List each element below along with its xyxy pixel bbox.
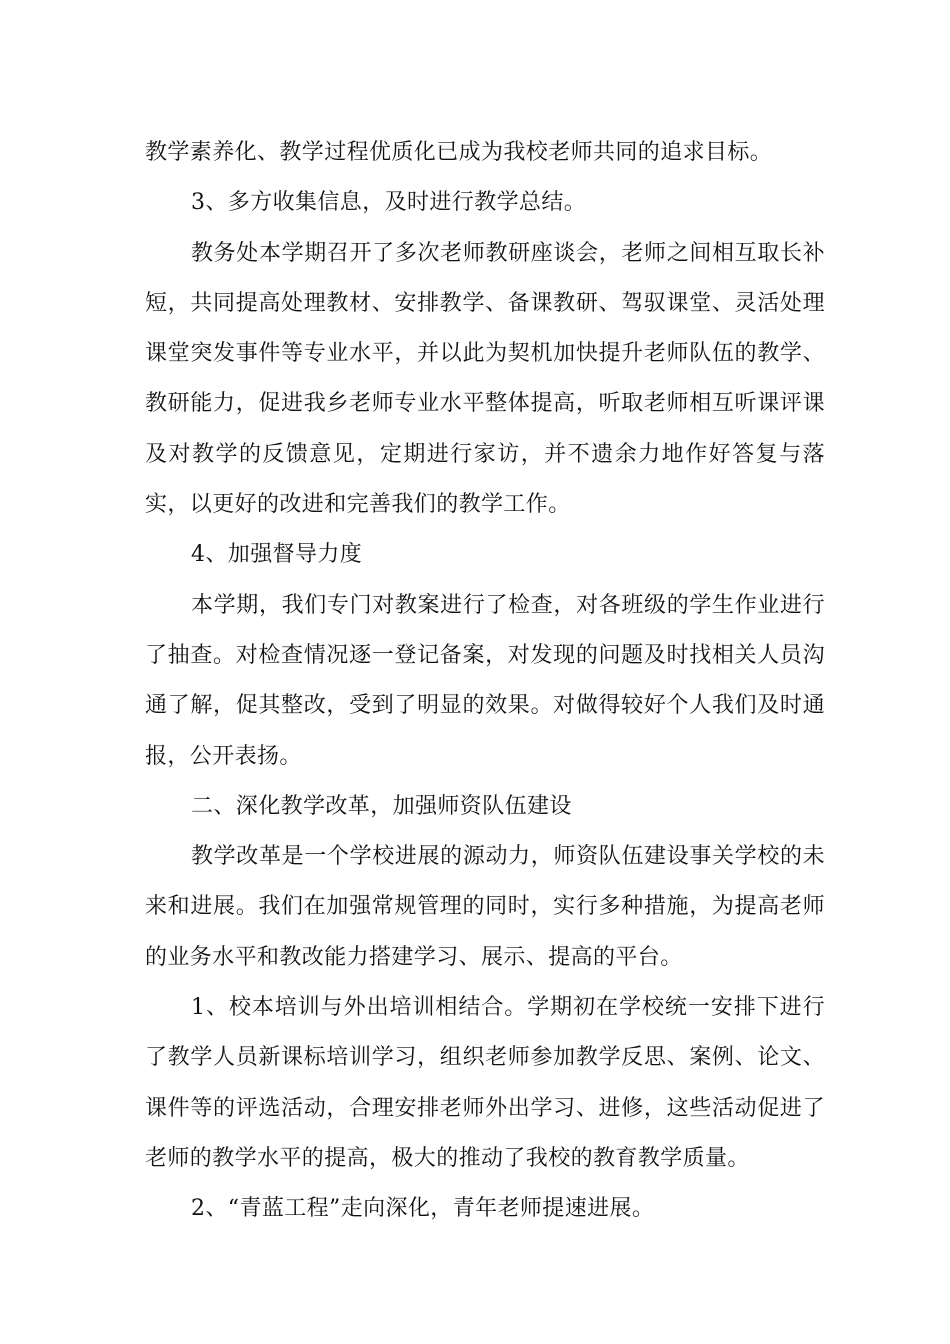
paragraph-reform: 教学改革是一个学校进展的源动力，师资队伍建设事关学校的未来和进展。我们在加强常规管理的同时，实行多种措施，为提高老师的业务水平和教改能力搭建学习、展示、提高的平台。	[145, 844, 825, 970]
section-heading-2: 二、深化教学改革，加强师资队伍建设	[191, 793, 572, 819]
paragraph-teaching-office: 教务处本学期召开了多次老师教研座谈会，老师之间相互取长补短，共同提高处理教材、安排教学、备课教研、驾驭课堂、灵活处理课堂突发事件等专业水平，并以此为契机加快提升老师队伍的教学、教研能力，促进我乡老师专业水平整体提高，听取老师相互听课评课及对教学的反馈意见，定期进行家访，并不遗余力地作好答复与落实，以更好的改进和完善我们的教学工作。	[145, 240, 825, 518]
heading-item-3: 3、多方收集信息，及时进行教学总结。	[191, 190, 587, 216]
heading-item-2-qinglan: 2、“青蓝工程”走向深化，青年老师提速进展。	[191, 1196, 655, 1222]
paragraph-continuation: 教学素养化、教学过程优质化已成为我校老师共同的追求目标。	[145, 140, 773, 165]
document-body	[145, 128, 825, 1235]
paragraph-training: 1、校本培训与外出培训相结合。学期初在学校统一安排下进行了教学人员新课标培训学习，组织老师参加教学反思、案例、论文、课件等的评选活动，合理安排老师外出学习、进修，这些活动促进了老师的教学水平的提高，极大的推动了我校的教育教学质量。	[145, 995, 825, 1171]
paragraph-inspection: 本学期，我们专门对教案进行了检查，对各班级的学生作业进行了抽查。对检查情况逐一登记备案，对发现的问题及时找相关人员沟通了解，促其整改，受到了明显的效果。对做得较好个人我们及时通报，公开表扬。	[145, 592, 825, 769]
heading-item-4: 4、加强督导力度	[191, 542, 363, 568]
